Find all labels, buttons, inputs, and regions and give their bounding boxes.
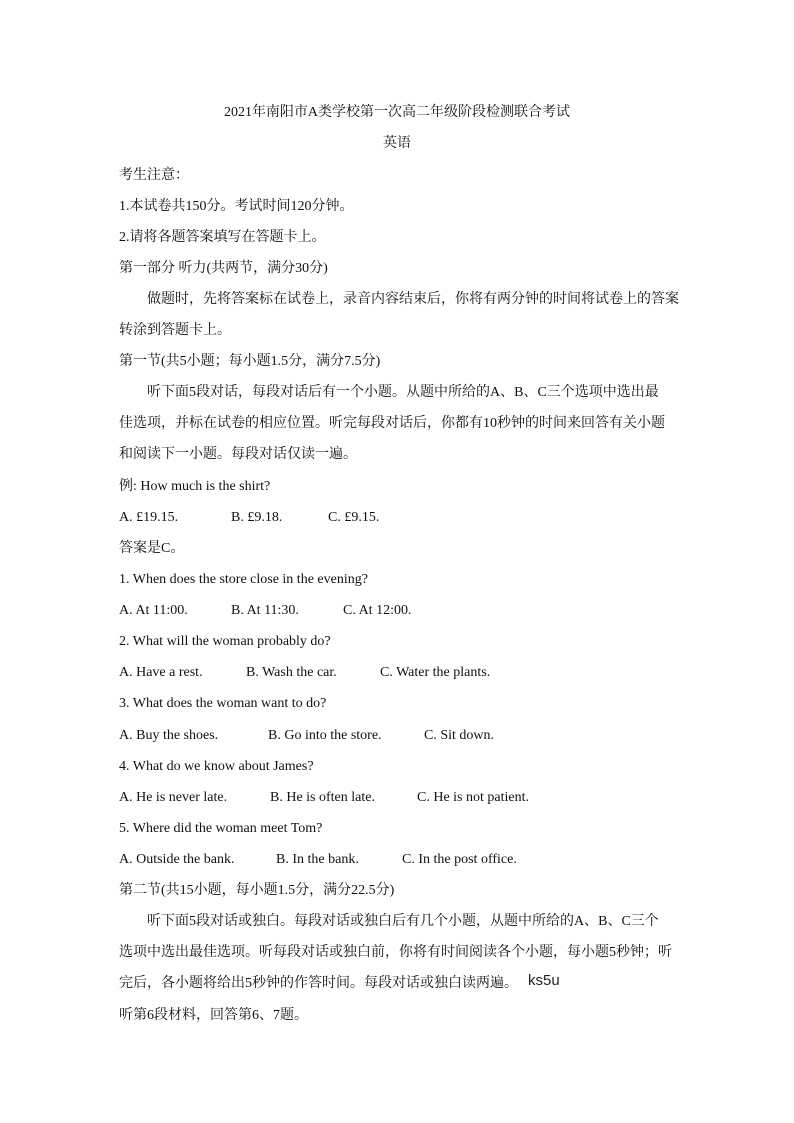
question-4-option-a: A. He is never late.: [119, 790, 228, 805]
question-4-option-c: C. He is not patient.: [417, 790, 529, 805]
question-1-option-a: A. At 11:00.: [119, 603, 188, 618]
question-2-option-c: C. Water the plants.: [380, 665, 491, 680]
question-3-option-b: B. Go into the store.: [268, 728, 382, 743]
subject-title: 英语: [383, 136, 411, 151]
section2-heading: 第二节(共15小题，每小题1.5分，满分22.5分): [119, 883, 395, 898]
example-question: 例: How much is the shirt?: [119, 479, 271, 494]
part1-instruction: 转涂到答题卡上。: [119, 323, 231, 338]
example-option-b: B. £9.18.: [231, 510, 283, 525]
question-5-option-c: C. In the post office.: [402, 852, 517, 867]
example-option-c: C. £9.15.: [328, 510, 380, 525]
question-5: 5. Where did the woman meet Tom?: [119, 821, 323, 836]
part1-heading: 第一部分 听力(共两节，满分30分): [119, 261, 328, 276]
section2-instruction: 完后，各小题将给出5秒钟的作答时间。每段对话或独白读两遍。: [119, 976, 518, 991]
notice-heading: 考生注意：: [119, 168, 189, 183]
question-5-option-a: A. Outside the bank.: [119, 852, 235, 867]
question-4-option-b: B. He is often late.: [270, 790, 375, 805]
part1-instruction: 做题时，先将答案标在试卷上，录音内容结束后，你将有两分钟的时间将试卷上的答案: [147, 292, 679, 307]
question-3-option-c: C. Sit down.: [424, 728, 495, 743]
section2-instruction: 听下面5段对话或独白。每段对话或独白后有几个小题，从题中所给的A、B、C三个: [147, 914, 659, 929]
section1-heading: 第一节(共5小题；每小题1.5分，满分7.5分): [119, 354, 381, 369]
exam-title: 2021年南阳市A类学校第一次高二年级阶段检测联合考试: [223, 105, 571, 120]
example-answer: 答案是C。: [119, 541, 185, 556]
question-1-option-b: B. At 11:30.: [231, 603, 299, 618]
notice-item: 1.本试卷共150分。考试时间120分钟。: [119, 199, 354, 214]
question-2-option-a: A. Have a rest.: [119, 665, 203, 680]
question-3: 3. What does the woman want to do?: [119, 696, 327, 711]
watermark-text: ks5u: [528, 972, 560, 989]
section2-instruction: 选项中选出最佳选项。听每段对话或独白前，你将有时间阅读各个小题，每小题5秒钟；听: [119, 945, 672, 960]
question-2-option-b: B. Wash the car.: [246, 665, 337, 680]
question-1: 1. When does the store close in the evening?: [119, 572, 368, 587]
question-2: 2. What will the woman probably do?: [119, 634, 331, 649]
notice-item: 2.请将各题答案填写在答题卡上。: [119, 230, 326, 245]
section1-instruction: 佳选项，并标在试卷的相应位置。听完每段对话后，你都有10秒钟的时间来回答有关小题: [119, 416, 665, 431]
section1-instruction: 听下面5段对话，每段对话后有一个小题。从题中所给的A、B、C三个选项中选出最: [147, 385, 659, 400]
example-option-a: A. £19.15.: [119, 510, 179, 525]
question-5-option-b: B. In the bank.: [276, 852, 359, 867]
question-4: 4. What do we know about James?: [119, 759, 314, 774]
material-line: 听第6段材料，回答第6、7题。: [119, 1008, 308, 1023]
question-1-option-c: C. At 12:00.: [343, 603, 412, 618]
section1-instruction: 和阅读下一小题。每段对话仅读一遍。: [119, 447, 357, 462]
question-3-option-a: A. Buy the shoes.: [119, 728, 219, 743]
